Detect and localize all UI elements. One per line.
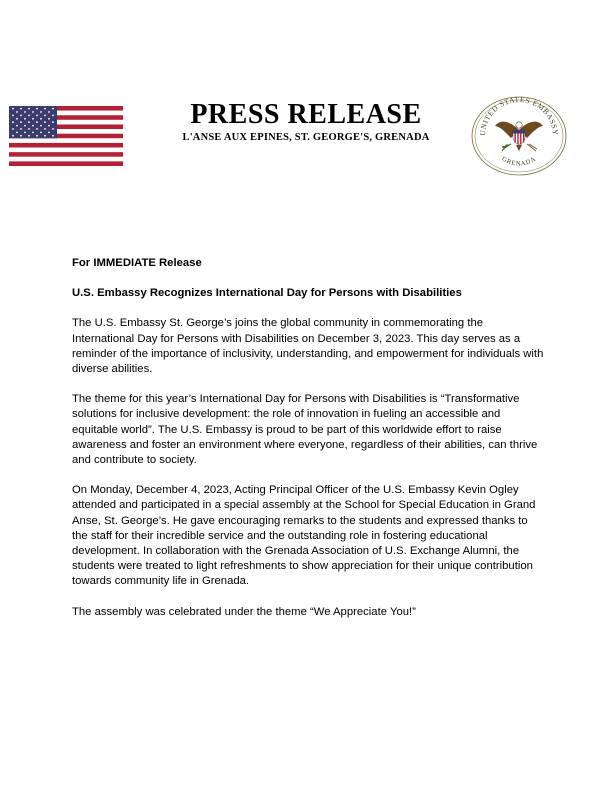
paragraph-assembly: On Monday, December 4, 2023, Acting Principal Officer of the U.S. Embassy Kevin Ogley attended and participated in a special assembly at the School for Special Education in Grand Anse, St. George’s. He gave encouraging remarks to the students and expressed thanks to the staff for their incredible service and the outstanding role in fostering educational development. In collaboration with the Grenada Association of U.S. Exchange Alumni, the students were treated to light refreshments to show appreciation for their unique contribution towards community life in Grenada.: [72, 484, 536, 588]
paragraph-intro: The U.S. Embassy St. George’s joins the global community in commemorating the International Day for Persons with Disabilities on December 3, 2023. This day serves as a reminder of the importance of inclusivity, understanding, and empowerment for individuals with diverse abilities.: [72, 317, 544, 376]
paragraph-theme: The theme for this year’s International Day for Persons with Disabilities is “Transformative solutions for inclusive development: the role of innovation in fueling an accessible and equitable world”. The U.S. Embassy is proud to be part of this worldwide effort to raise awareness and foster an environment where everyone, regardless of their abilities, can thrive and contribute to society.: [72, 393, 538, 467]
seal-top-text: UNITED STATES EMBASSY: [477, 96, 561, 136]
release-label: For IMMEDIATE Release: [72, 257, 202, 269]
embassy-seal-icon: [471, 96, 567, 176]
press-release-body: [72, 256, 546, 635]
seal-bottom-text: GRENADA: [500, 155, 538, 168]
location-subtitle: L'ANSE AUX EPINES, ST. GEORGE'S, GRENADA: [182, 132, 430, 143]
us-flag-icon: [9, 106, 123, 166]
page-title: PRESS RELEASE: [190, 99, 422, 130]
press-release-header: [140, 99, 472, 143]
headline: U.S. Embassy Recognizes International Day for Persons with Disabilities: [72, 287, 462, 300]
paragraph-closing: The assembly was celebrated under the theme “We Appreciate You!”: [72, 605, 416, 618]
